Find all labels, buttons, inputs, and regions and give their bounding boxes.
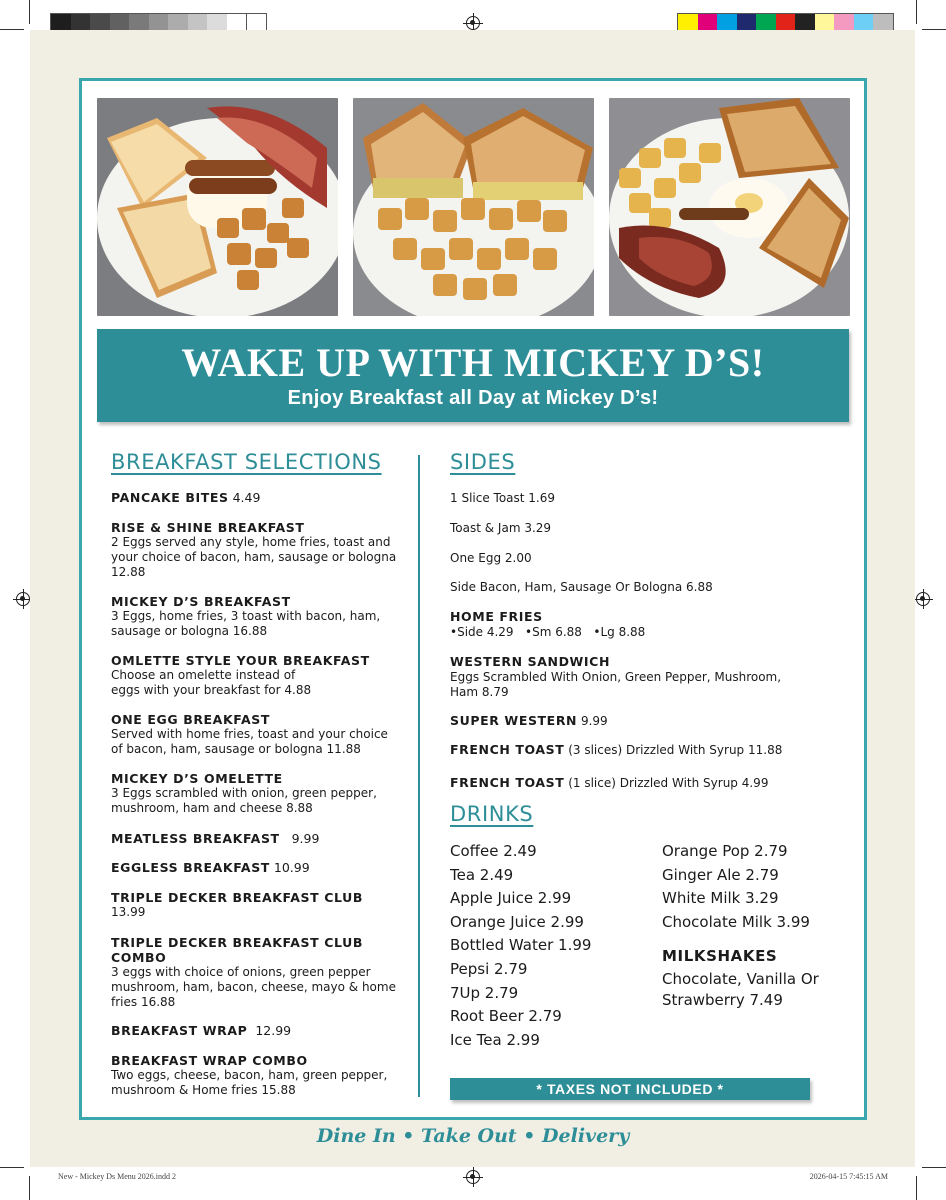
menu-item-pancake-bites: PANCAKE BITES 4.49	[111, 490, 261, 505]
side-item-super-western: SUPER WESTERN 9.99	[450, 713, 608, 728]
side-item-toast-jam: Toast & Jam 3.29	[450, 521, 552, 535]
side-item-side-meats: Side Bacon, Ham, Sausage Or Bologna 6.88	[450, 580, 713, 594]
crop-mark	[0, 1167, 24, 1168]
drinks-list-left	[450, 840, 591, 1052]
menu-item-eggless-breakfast: EGGLESS BREAKFAST 10.99	[111, 860, 310, 875]
breakfast-selections-heading: BREAKFAST SELECTIONS	[111, 450, 382, 474]
drink-item: Chocolate Milk 3.99	[662, 912, 810, 931]
drink-item: Coffee 2.49	[450, 842, 537, 860]
menu-item-triple-decker-club-combo: TRIPLE DECKER BREAKFAST CLUB COMBO 3 eggs with choice of onions, green pepper mushroom, ham, bacon, cheese, mayo & home fries 16.88	[111, 935, 396, 1009]
drink-item: White Milk 3.29	[662, 889, 779, 908]
menu-item-one-egg-breakfast: ONE EGG BREAKFAST Served with home fries, toast and your choice of bacon, ham, sausage or bologna 11.88	[111, 712, 388, 756]
crop-mark	[29, 0, 30, 24]
drink-item: Ice Tea 2.99	[450, 1030, 540, 1049]
page-title: WAKE UP WITH MICKEY D’S!	[181, 340, 765, 385]
menu-item-breakfast-wrap-combo: BREAKFAST WRAP COMBO Two eggs, cheese, bacon, ham, green pepper, mushroom & Home fries 15.88	[111, 1053, 388, 1097]
crop-mark	[0, 29, 24, 30]
drinks-heading: DRINKS	[450, 802, 534, 826]
crop-mark	[916, 0, 917, 24]
side-item-western-sandwich: WESTERN SANDWICH Eggs Scrambled With Onion, Green Pepper, Mushroom, Ham 8.79	[450, 654, 782, 699]
menu-item-omlette-style: OMLETTE STYLE YOUR BREAKFAST Choose an omelette instead of eggs with your breakfast for 4.88	[111, 653, 370, 697]
side-item-home-fries: HOME FRIES •Side 4.29 •Sm 6.88 •Lg 8.88	[450, 609, 646, 639]
milkshakes-heading: MILKSHAKES	[662, 947, 778, 965]
side-item-one-egg: One Egg 2.00	[450, 551, 532, 565]
drink-item: 7Up 2.79	[450, 983, 519, 1002]
drinks-list-right	[662, 840, 810, 934]
crop-mark	[922, 29, 946, 30]
breakfast-plate-toast-bacon-sausage-photo	[97, 98, 338, 316]
taxes-not-included-note: * TAXES NOT INCLUDED *	[450, 1078, 810, 1100]
print-slug-timestamp: 2026-04-15 7:45:15 AM	[809, 1172, 888, 1181]
drink-item: Orange Pop 2.79	[662, 842, 788, 860]
drink-item: Apple Juice 2.99	[450, 889, 572, 908]
headline-banner	[97, 329, 849, 422]
menu-item-rise-and-shine: RISE & SHINE BREAKFAST 2 Eggs served any style, home fries, toast and your choice of bacon, ham, sausage or bologna 12.88	[111, 520, 397, 579]
registration-mark-bottom	[466, 1170, 480, 1184]
column-divider	[418, 455, 420, 1097]
menu-item-meatless-breakfast: MEATLESS BREAKFAST 9.99	[111, 831, 320, 846]
page-subtitle: Enjoy Breakfast all Day at Mickey D’s!	[287, 387, 659, 409]
menu-item-triple-decker-club: TRIPLE DECKER BREAKFAST CLUB 13.99	[111, 890, 363, 919]
menu-item-mickey-ds-omelette: MICKEY D’S OMELETTE 3 Eggs scrambled with onion, green pepper, mushroom, ham and cheese 8.88	[111, 771, 377, 815]
side-item-toast-slice: 1 Slice Toast 1.69	[450, 491, 556, 505]
milkshakes-description: Chocolate, Vanilla Or Strawberry 7.49	[662, 970, 819, 1009]
print-slug-filename: New - Mickey Ds Menu 2026.indd 2	[58, 1172, 176, 1181]
registration-mark-left	[16, 592, 30, 606]
crop-mark	[922, 1167, 946, 1168]
drink-item: Ginger Ale 2.79	[662, 865, 779, 884]
registration-mark-right	[916, 592, 930, 606]
western-sandwich-home-fries-photo	[353, 98, 594, 316]
menu-item-mickey-ds-breakfast: MICKEY D’S BREAKFAST 3 Eggs, home fries, 3 toast with bacon, ham, sausage or bologna 16.88	[111, 594, 381, 638]
menu-item-breakfast-wrap: BREAKFAST WRAP 12.99	[111, 1023, 292, 1038]
drink-item: Orange Juice 2.99	[450, 912, 584, 931]
drink-item: Root Beer 2.79	[450, 1007, 562, 1026]
side-item-french-toast-1: FRENCH TOAST (1 slice) Drizzled With Syrup 4.99	[450, 775, 769, 790]
eggs-bacon-toast-home-fries-photo	[609, 98, 850, 316]
drink-item: Bottled Water 1.99	[450, 936, 592, 955]
crop-mark	[916, 1176, 917, 1200]
drink-item: Pepsi 2.79	[450, 959, 528, 978]
service-options-footer: Dine In • Take Out • Delivery	[316, 1125, 630, 1147]
registration-mark-top	[466, 16, 480, 30]
drink-item: Tea 2.49	[450, 865, 514, 884]
crop-mark	[29, 1176, 30, 1200]
side-item-french-toast-3: FRENCH TOAST (3 slices) Drizzled With Syrup 11.88	[450, 742, 783, 757]
sides-heading: SIDES	[450, 450, 516, 474]
